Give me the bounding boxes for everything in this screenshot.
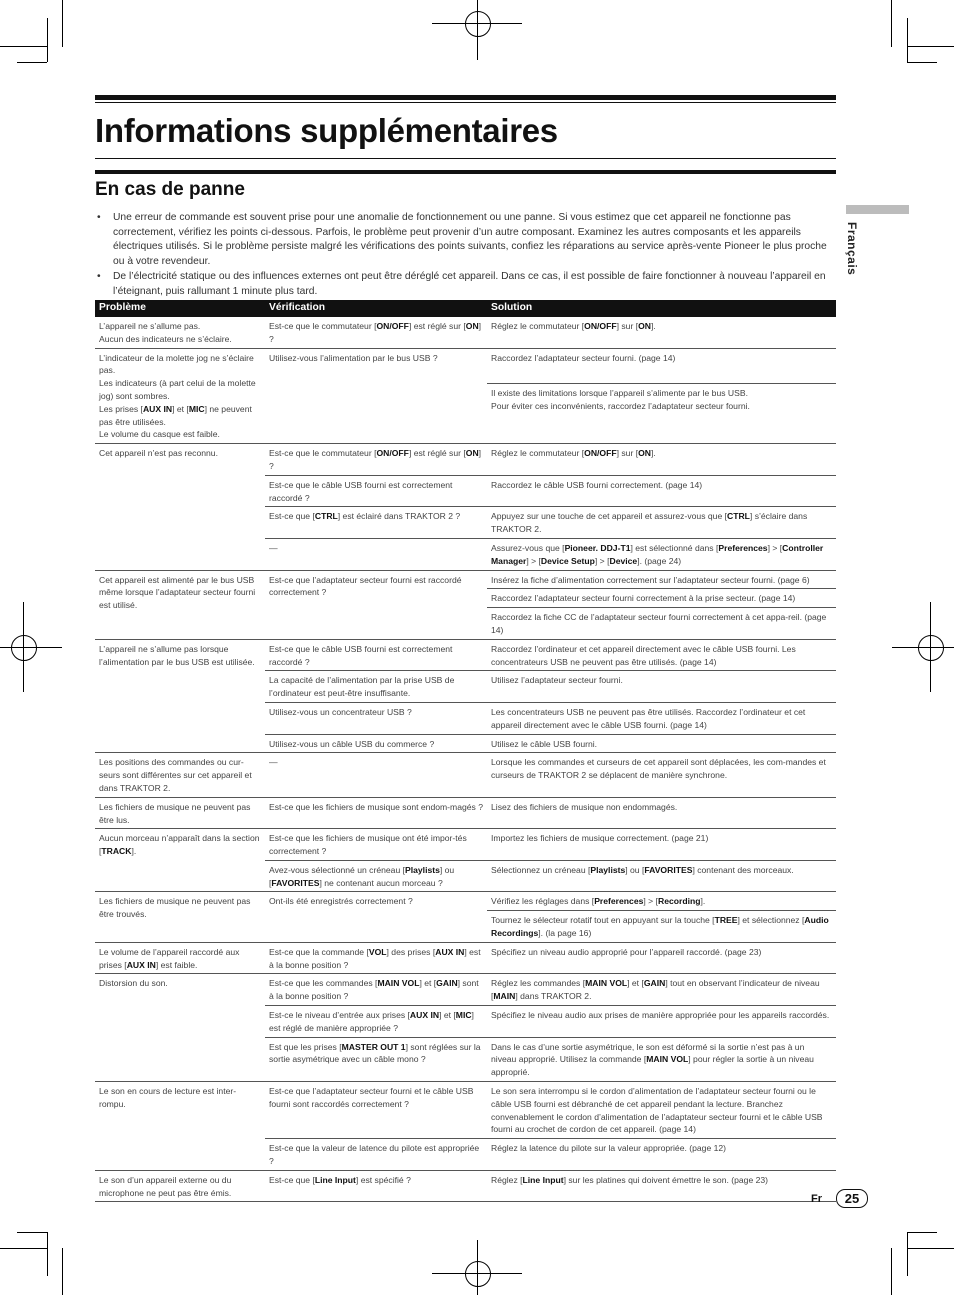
table-row xyxy=(95,1170,836,1202)
solution-cell: Utilisez l’adaptateur secteur fourni. xyxy=(487,671,836,703)
bullet-text: De l’électricité statique ou des influences externes ont peut être déréglé cet appareil. Dans ce cas, il est possible de faire fonctionner à nouveau l’appareil en l’éteignant, puis rallumant 1 minute plus tard. xyxy=(113,271,826,297)
check-cell: Est-ce que les fichiers de musique sont endom-magés ? xyxy=(265,797,487,829)
header-check: Vérification xyxy=(265,300,487,317)
footer-lang-code: Fr xyxy=(811,1193,822,1205)
check-cell: Utilisez-vous l’alimentation par le bus USB ? xyxy=(265,348,487,444)
check-cell: Est-ce que les commandes [MAIN VOL] et [GAIN] sont à la bonne position ? xyxy=(265,974,487,1006)
check-cell: Utilisez-vous un concentrateur USB ? xyxy=(265,702,487,734)
problem-cell: Le volume de l’appareil raccordé aux prises [AUX IN] est faible. xyxy=(95,942,265,974)
problem-cell: Les positions des commandes ou cur-seurs sont différentes sur cet appareil et dans TRAKTOR 2. xyxy=(95,753,265,797)
section-rule xyxy=(95,170,836,174)
table-row xyxy=(95,639,836,671)
crop-mark xyxy=(0,1248,47,1249)
crop-mark xyxy=(907,62,937,63)
check-cell: Est-ce que le commutateur [ON/OFF] est réglé sur [ON] ? xyxy=(265,444,487,476)
crop-mark xyxy=(47,1232,48,1276)
crop-mark xyxy=(907,1232,908,1276)
check-cell: Est-ce que la commande [VOL] des prises [AUX IN] est à la bonne position ? xyxy=(265,942,487,974)
header-solution: Solution xyxy=(487,300,836,317)
problem-cell: L’indicateur de la molette jog ne s’éclaire pas. Les indicateurs (à part celui de la molette jog) sont sombres. Les prises [AUX IN] et [MIC] ne peuvent pas être utilisées. Le volume du casque est faible. xyxy=(95,348,265,444)
check-cell: Est-ce que la valeur de latence du pilote est appropriée ? xyxy=(265,1139,487,1171)
check-cell: Est-ce que l’adaptateur secteur fourni et le câble USB fourni sont raccordés correctement ? xyxy=(265,1082,487,1139)
crop-mark xyxy=(891,0,892,47)
check-cell: Ont-ils été enregistrés correctement ? xyxy=(265,892,487,942)
check-cell: Est-ce le niveau d’entrée aux prises [AUX IN] et [MIC] est réglé de manière appropriée ? xyxy=(265,1006,487,1038)
page-number: 25 xyxy=(836,1189,868,1208)
check-cell: Est-ce que le câble USB fourni est correctement raccordé ? xyxy=(265,475,487,507)
table-body xyxy=(95,317,836,1202)
crop-mark xyxy=(17,62,47,63)
page-title: Informations supplémentaires xyxy=(95,112,558,149)
solution-cell: Tournez le sélecteur rotatif tout en appuyant sur la touche [TREE] et sélectionnez [Audio Recordings]. (la page 16) xyxy=(487,911,836,943)
intro-bullets xyxy=(95,211,836,300)
crop-mark xyxy=(907,1232,937,1233)
check-cell: Est-ce que les fichiers de musique ont été impor-tés correctement ? xyxy=(265,829,487,861)
solution-cell: Sélectionnez un créneau [Playlists] ou [FAVORITES] contenant des morceaux. xyxy=(487,860,836,892)
crop-mark xyxy=(62,1248,63,1295)
problem-cell: L’appareil ne s’allume pas lorsque l’alimentation par le bus USB est utilisée. xyxy=(95,639,265,753)
crop-mark xyxy=(47,18,48,62)
troubleshooting-table xyxy=(95,300,836,1202)
title-rule-top-thin xyxy=(95,102,836,103)
problem-cell: Les fichiers de musique ne peuvent pas être trouvés. xyxy=(95,892,265,942)
crop-mark xyxy=(907,46,954,47)
registration-mark xyxy=(465,1261,491,1287)
crop-mark xyxy=(907,1248,954,1249)
title-rule-bottom-thin xyxy=(95,158,836,159)
check-cell: Est que les prises [MASTER OUT 1] sont réglées sur la sortie asymétrique avec un câble mono ? xyxy=(265,1037,487,1081)
solution-cell: Insérez la fiche d’alimentation correctement sur l’adaptateur secteur fourni. (page 6) xyxy=(487,570,836,589)
table-row xyxy=(95,348,836,384)
solution-cell: Réglez le commutateur [ON/OFF] sur [ON]. xyxy=(487,317,836,348)
crop-mark xyxy=(907,18,908,62)
problem-cell: Aucun morceau n’apparaît dans la section [TRACK]. xyxy=(95,829,265,892)
crop-mark xyxy=(62,0,63,47)
solution-cell: Spécifiez un niveau audio approprié pour l’appareil raccordé. (page 23) xyxy=(487,942,836,974)
solution-cell: Dans le cas d’une sortie asymétrique, le son est déformé si la sortie n’est pas à un niveau approprié. Utilisez la commande [MAIN VOL] pour régler la sortie à un niveau approprié. xyxy=(487,1037,836,1081)
table-row xyxy=(95,444,836,476)
solution-cell: Raccordez le câble USB fourni correctement. (page 14) xyxy=(487,475,836,507)
solution-cell: Réglez le commutateur [ON/OFF] sur [ON]. xyxy=(487,444,836,476)
section-title: En cas de panne xyxy=(95,179,245,200)
solution-cell: Il existe des limitations lorsque l’appareil s’alimente par le bus USB. Pour éviter ces inconvénients, raccordez l’adaptateur secteur fourni. xyxy=(487,384,836,444)
solution-cell: Vérifiez les réglages dans [Preferences] > [Recording]. xyxy=(487,892,836,911)
bullet-marker: • xyxy=(97,271,101,282)
solution-cell: Raccordez l’adaptateur secteur fourni correctement à la prise secteur. (page 14) xyxy=(487,589,836,608)
problem-cell: Cet appareil est alimenté par le bus USB même lorsque l’adaptateur secteur fourni est utilisé. xyxy=(95,570,265,639)
table-row xyxy=(95,942,836,974)
solution-cell: Raccordez l’ordinateur et cet appareil directement avec le câble USB fourni. Les concentrateurs USB ne peuvent pas être utilisés. (page 14) xyxy=(487,639,836,671)
bullet-item xyxy=(95,211,836,269)
title-rule-top xyxy=(95,95,836,100)
registration-mark xyxy=(11,635,37,661)
check-cell: — xyxy=(265,538,487,570)
solution-cell: Réglez la latence du pilote sur la valeur appropriée. (page 12) xyxy=(487,1139,836,1171)
check-cell: — xyxy=(265,753,487,797)
registration-mark xyxy=(918,635,944,661)
header-problem: Problème xyxy=(95,300,265,317)
table-row xyxy=(95,974,836,1006)
solution-cell: Raccordez la fiche CC de l’adaptateur secteur fourni correctement à cet appa-reil. (page 14) xyxy=(487,608,836,640)
check-cell: Est-ce que l’adaptateur secteur fourni est raccordé correctement ? xyxy=(265,570,487,639)
solution-cell: Réglez [Line Input] sur les platines qui doivent émettre le son. (page 23) xyxy=(487,1170,836,1202)
check-cell: Est-ce que le câble USB fourni est correctement raccordé ? xyxy=(265,639,487,671)
check-cell: Est-ce que [Line Input] est spécifié ? xyxy=(265,1170,487,1202)
check-cell: Avez-vous sélectionné un créneau [Playlists] ou [FAVORITES] ne contenant aucun morceau ? xyxy=(265,860,487,892)
solution-cell: Réglez les commandes [MAIN VOL] et [GAIN] tout en observant l’indicateur de niveau [MAIN] dans TRAKTOR 2. xyxy=(487,974,836,1006)
bullet-marker: • xyxy=(97,212,101,223)
problem-cell: Le son d’un appareil externe ou du microphone ne peut pas être émis. xyxy=(95,1170,265,1202)
check-cell: Utilisez-vous un câble USB du commerce ? xyxy=(265,734,487,753)
solution-cell: Lorsque les commandes et curseurs de cet appareil sont déplacées, les com-mandes et curseurs de TRAKTOR 2 se déplacent de manière synchrone. xyxy=(487,753,836,797)
solution-cell: Appuyez sur une touche de cet appareil et assurez-vous que [CTRL] s’éclaire dans TRAKTOR 2. xyxy=(487,507,836,539)
check-cell: Est-ce que [CTRL] est éclairé dans TRAKTOR 2 ? xyxy=(265,507,487,539)
table-row xyxy=(95,1082,836,1139)
crop-mark xyxy=(0,46,47,47)
problem-cell: L’appareil ne s’allume pas. Aucun des indicateurs ne s’éclaire. xyxy=(95,317,265,348)
problem-cell: Le son en cours de lecture est inter-rompu. xyxy=(95,1082,265,1171)
table-row xyxy=(95,753,836,797)
language-label: Français xyxy=(845,222,859,276)
solution-cell: Les concentrateurs USB ne peuvent pas être utilisés. Raccordez l’ordinateur et cet appareil directement avec le câble USB fourni. (page 14) xyxy=(487,702,836,734)
table-header-row xyxy=(95,300,836,317)
problem-cell: Distorsion du son. xyxy=(95,974,265,1082)
solution-cell: Assurez-vous que [Pioneer. DDJ-T1] est sélectionné dans [Preferences] > [Controller Manager] > [Device Setup] > [Device]. (page 24) xyxy=(487,538,836,570)
solution-cell: Raccordez l’adaptateur secteur fourni. (page 14) xyxy=(487,348,836,384)
check-cell: Est-ce que le commutateur [ON/OFF] est réglé sur [ON] ? xyxy=(265,317,487,348)
table-row xyxy=(95,570,836,589)
solution-cell: Lisez des fichiers de musique non endommagés. xyxy=(487,797,836,829)
table-row xyxy=(95,797,836,829)
language-tab xyxy=(846,205,909,214)
solution-cell: Spécifiez le niveau audio aux prises de manière appropriée pour les appareils raccordés. xyxy=(487,1006,836,1038)
bullet-item xyxy=(95,270,836,299)
bullet-text: Une erreur de commande est souvent prise pour une anomalie de fonctionnement ou une panne. Si vous estimez que cet appareil ne fonctionne pas correctement, vérifiez les points ci-dessous. Parfois, le problème peut provenir d’un autre composant. Examinez les autres composants et les appareils électriques utilisés. Si le problème persiste malgré les vérifications des points suivants, confiez les réparations au service après-vente Pioneer le plus proche ou à votre revendeur. xyxy=(113,212,827,267)
solution-cell: Le son sera interrompu si le cordon d’alimentation de l’adaptateur secteur fourni ou le câble USB fourni est débranché de cet appareil pendant la lecture. Branchez convenablement le cordon d’alimentation de l’adaptateur secteur fourni et le câble USB fourni au crochet de cordon de cet appareil. (page 14) xyxy=(487,1082,836,1139)
problem-cell: Les fichiers de musique ne peuvent pas être lus. xyxy=(95,797,265,829)
check-cell: La capacité de l’alimentation par la prise USB de l’ordinateur est peut-être insuffisante. xyxy=(265,671,487,703)
solution-cell: Utilisez le câble USB fourni. xyxy=(487,734,836,753)
registration-mark xyxy=(465,11,491,37)
table-row xyxy=(95,892,836,911)
table-row xyxy=(95,829,836,861)
solution-cell: Importez les fichiers de musique correctement. (page 21) xyxy=(487,829,836,861)
problem-cell: Cet appareil n’est pas reconnu. xyxy=(95,444,265,570)
crop-mark xyxy=(891,1248,892,1295)
table-row xyxy=(95,317,836,348)
crop-mark xyxy=(17,1232,47,1233)
